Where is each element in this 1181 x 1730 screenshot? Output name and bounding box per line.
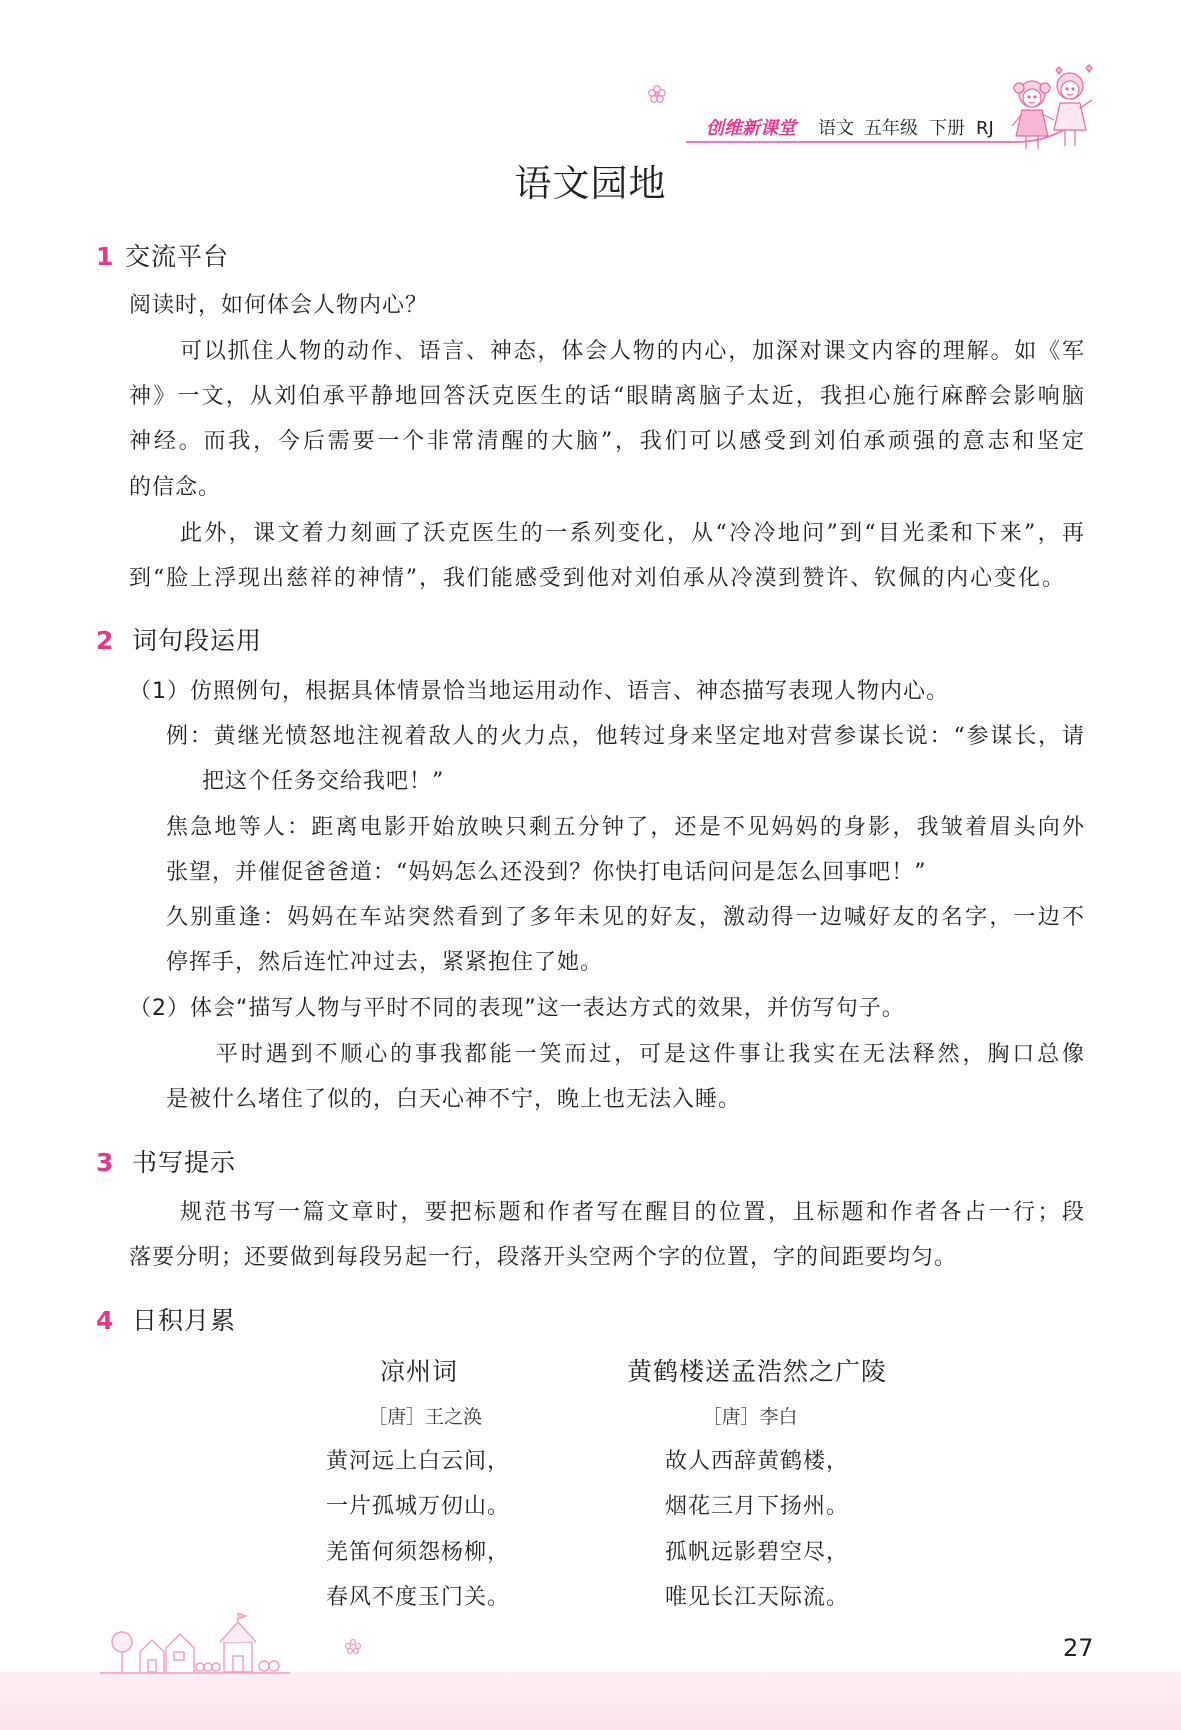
poem-line: 春风不度玉门关。 xyxy=(326,1585,511,1610)
scenario-label: 焦急地等人： xyxy=(166,815,312,840)
poem-line: 烟花三月下扬州。 xyxy=(665,1494,850,1519)
footer-band xyxy=(0,1672,1181,1730)
poem-line: 黄河远上白云间， xyxy=(326,1449,511,1474)
answer-text: 距离电影开始放映只剩五分钟了，还是不见妈妈的身影，我皱着眉头向外 xyxy=(311,815,1085,840)
poem-author: ［唐］王之涣 xyxy=(367,1406,482,1428)
houses-illustration xyxy=(100,1610,370,1680)
section-title: 词句段运用 xyxy=(132,626,263,655)
poem-title: 黄鹤楼送孟浩然之广陵 xyxy=(626,1357,887,1386)
poem-title: 凉州词 xyxy=(379,1357,458,1386)
section-title: 交流平台 xyxy=(125,242,230,271)
poem-line: 羌笛何须怨杨柳， xyxy=(326,1540,511,1565)
example-line: 例：黄继光愤怒地注视着敌人的火力点，他转过身来坚定地对营参谋长说：“参谋长，请 xyxy=(166,724,1085,749)
edition-label: RJ xyxy=(976,118,994,139)
page-number: 27 xyxy=(1063,1634,1094,1662)
example-line: 把这个任务交给我吧！” xyxy=(202,769,445,794)
exchange-question: 阅读时，如何体会人物内心？ xyxy=(129,293,429,318)
section-number: 3 xyxy=(96,1148,114,1177)
subject-label: 语文 xyxy=(818,118,854,139)
answer-line: 是被什么堵住了似的，白天心神不宁，晚上也无法入睡。 xyxy=(166,1087,742,1112)
series-brand: 创维新课堂 xyxy=(706,118,796,139)
answer-line: 停挥手，然后连忙冲过去，紧紧抱住了她。 xyxy=(166,950,604,975)
volume-label: 下册 xyxy=(929,118,965,139)
answer-line: 张望，并催促爸爸道：“妈妈怎么还没到？你快打电话问问是怎么回事吧！” xyxy=(166,860,927,885)
section-title: 书写提示 xyxy=(132,1148,237,1177)
page-title: 语文园地 xyxy=(514,162,667,205)
task-instruction: （2）体会“描写人物与平时不同的表现”这一表达方式的效果，并仿写句子。 xyxy=(129,996,905,1021)
poem-line: 一片孤城万仞山。 xyxy=(326,1494,511,1519)
paragraph-line: 此外，课文着力刻画了沃克医生的一系列变化，从“冷冷地问”到“目光柔和下来”，再 xyxy=(180,521,1085,546)
paragraph-line: 的信念。 xyxy=(129,475,222,500)
grade-label: 五年级 xyxy=(864,118,918,139)
section-number: 4 xyxy=(96,1306,114,1335)
paragraph-line: 落要分明；还要做到每段另起一行，段落开头空两个字的位置，字的间距要均匀。 xyxy=(129,1245,958,1270)
header-decoration xyxy=(640,60,1100,160)
answer-line: 平时遇到不顺心的事我都能一笑而过，可是这件事让我实在无法释然，胸口总像 xyxy=(216,1042,1085,1067)
section-title: 日积月累 xyxy=(132,1306,237,1335)
section-number: 1 xyxy=(96,242,114,271)
answer-text: 妈妈在车站突然看到了多年未见的好友，激动得一边喊好友的名字，一边不 xyxy=(287,905,1085,930)
flower-icon xyxy=(649,86,665,102)
paragraph-line: 到“脸上浮现出慈祥的神情”，我们能感受到他对刘伯承从冷漠到赞许、钦佩的内心变化。 xyxy=(129,566,1065,591)
answer-line xyxy=(166,903,1085,933)
paragraph-line: 可以抓住人物的动作、语言、神态，体会人物的内心，加深对课文内容的理解。如《军 xyxy=(180,339,1085,364)
section-number: 2 xyxy=(96,626,114,655)
poem-author: ［唐］李白 xyxy=(702,1406,798,1428)
task-instruction: （1）仿照例句，根据具体情景恰当地运用动作、语言、神态描写表现人物内心。 xyxy=(129,679,949,704)
poem-line: 孤帆远影碧空尽， xyxy=(665,1540,850,1565)
answer-line xyxy=(166,813,1085,843)
paragraph-line: 神》一文，从刘伯承平静地回答沃克医生的话“眼睛离脑子太近，我担心施行麻醉会影响脑 xyxy=(129,384,1085,409)
sparkle-icon xyxy=(346,1640,361,1654)
paragraph-line: 神经。而我，今后需要一个非常清醒的大脑”，我们可以感受到刘伯承顽强的意志和坚定 xyxy=(129,429,1085,454)
poem-line: 唯见长江天际流。 xyxy=(665,1585,850,1610)
poem-line: 故人西辞黄鹤楼， xyxy=(665,1449,850,1474)
paragraph-line: 规范书写一篇文章时，要把标题和作者写在醒目的位置，且标题和作者各占一行；段 xyxy=(180,1200,1085,1225)
scenario-label: 久别重逢： xyxy=(166,905,288,930)
